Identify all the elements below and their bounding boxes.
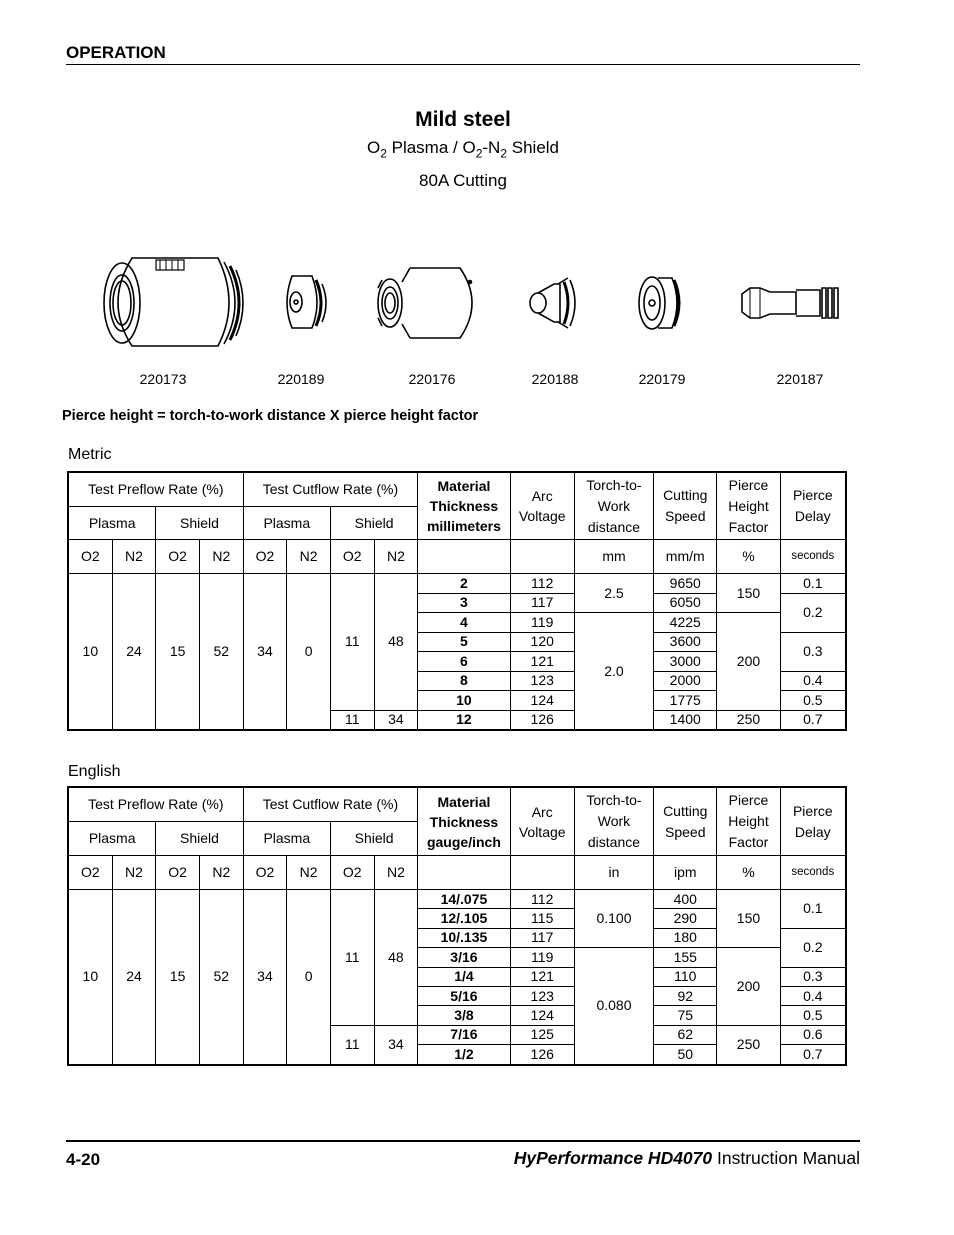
hdr-ttw2: Work xyxy=(597,813,631,829)
hdr-pierce: Pierce xyxy=(792,802,833,819)
voltage-cell: 117 xyxy=(510,593,574,613)
delay-cell: 0.3 xyxy=(780,632,845,671)
hdr-ttw2: Work xyxy=(597,497,631,514)
thickness-cell: 1/2 xyxy=(418,1045,510,1064)
gas-o2: O2 xyxy=(69,540,113,574)
thickness-cell: 3/16 xyxy=(418,948,510,967)
nozzle-drawing xyxy=(530,278,575,328)
speed-cell: 290 xyxy=(654,909,717,928)
preflow-header: Test Preflow Rate (%) xyxy=(69,473,244,507)
thickness-cell: 5 xyxy=(418,632,510,652)
flow-value: 11 xyxy=(330,710,374,730)
hdr-ttw1: Torch-to- xyxy=(586,792,642,808)
speed-cell: 1400 xyxy=(654,710,717,730)
hdr-pierce: Pierce xyxy=(728,792,769,808)
hdr-voltage: Voltage xyxy=(518,823,566,840)
gas-n2: N2 xyxy=(199,540,243,574)
delay-cell: 0.7 xyxy=(780,1045,845,1064)
pierce-height-note: Pierce height = torch-to-work distance X pierce height factor xyxy=(62,408,479,424)
speed-cell: 62 xyxy=(654,1025,717,1044)
delay-cell: 0.7 xyxy=(780,710,845,730)
thickness-cell: 4 xyxy=(418,613,510,633)
gas-n: -N xyxy=(482,138,501,157)
shield-header: Shield xyxy=(330,822,417,856)
flow-value: 11 xyxy=(330,890,374,1026)
cutflow-header: Test Cutflow Rate (%) xyxy=(243,788,418,822)
hdr-cutting: Cutting xyxy=(663,487,708,503)
unit-speed: ipm xyxy=(654,856,717,890)
voltage-cell: 121 xyxy=(510,652,574,672)
thickness-cell: 10/.135 xyxy=(418,928,510,947)
voltage-cell: 112 xyxy=(510,574,574,594)
hdr-thickness: Thickness xyxy=(429,498,499,514)
voltage-cell: 112 xyxy=(510,890,574,909)
product-name: HyPerformance HD4070 xyxy=(513,1148,713,1168)
voltage-cell: 124 xyxy=(510,691,574,711)
delay-cell: 0.4 xyxy=(780,671,845,691)
flow-value: 24 xyxy=(112,890,156,1065)
flow-value: 52 xyxy=(199,890,243,1065)
flow-value: 10 xyxy=(69,890,113,1065)
english-table xyxy=(68,787,846,1065)
gas-sub: 2 xyxy=(500,146,508,161)
phf-cell: 250 xyxy=(717,710,780,730)
pierce-delay-header xyxy=(780,788,845,856)
material-thickness-header xyxy=(418,788,510,856)
hdr-thickness: Thickness xyxy=(429,813,499,830)
unit-phf: % xyxy=(717,856,780,890)
manual-suffix: Instruction Manual xyxy=(712,1148,860,1168)
hdr-units: millimeters xyxy=(426,518,501,534)
thickness-cell: 12/.105 xyxy=(418,909,510,928)
shield-header: Shield xyxy=(156,822,243,856)
title-block xyxy=(260,106,666,194)
plasma-header: Plasma xyxy=(69,822,156,856)
unit-ttw: in xyxy=(574,856,653,890)
thickness-cell: 2 xyxy=(418,574,510,594)
thickness-cell: 8 xyxy=(418,671,510,691)
unit-delay: seconds xyxy=(780,856,845,890)
english-label: English xyxy=(68,763,121,780)
speed-cell: 50 xyxy=(654,1045,717,1064)
section-header: OPERATION xyxy=(66,43,166,62)
blank-cell xyxy=(510,540,574,574)
consumables-illustration xyxy=(60,248,894,358)
material-thickness-header xyxy=(418,473,510,540)
plasma-header: Plasma xyxy=(69,507,156,540)
gas-n2: N2 xyxy=(199,856,243,890)
hdr-delay: Delay xyxy=(794,508,831,524)
voltage-cell: 124 xyxy=(510,1006,574,1025)
speed-cell: 110 xyxy=(654,967,717,986)
hdr-delay: Delay xyxy=(794,823,831,840)
part-number: 220176 xyxy=(408,371,456,387)
speed-cell: 92 xyxy=(654,986,717,1005)
page-title: Mild steel xyxy=(415,108,511,131)
flow-value: 15 xyxy=(156,574,200,730)
flow-value: 0 xyxy=(287,890,331,1065)
phf-cell: 200 xyxy=(717,948,780,1026)
delay-cell: 0.2 xyxy=(780,593,845,632)
part-number: 220173 xyxy=(139,371,187,387)
swirl-ring-drawing xyxy=(287,276,326,328)
flow-value: 34 xyxy=(374,710,418,730)
gas-o: O xyxy=(366,138,381,157)
hdr-ttw1: Torch-to- xyxy=(586,476,642,493)
pierce-delay-header xyxy=(780,473,845,540)
unit-phf: % xyxy=(717,540,780,574)
gas-o2: O2 xyxy=(69,856,113,890)
hdr-arc: Arc xyxy=(531,803,553,820)
hdr-height: Height xyxy=(728,813,769,829)
hdr-material: Material xyxy=(437,478,491,494)
flow-value: 11 xyxy=(330,574,374,711)
hdr-ttw3: distance xyxy=(587,834,641,850)
voltage-cell: 115 xyxy=(510,909,574,928)
part-number: 220179 xyxy=(638,371,686,387)
thickness-cell: 1/4 xyxy=(418,967,510,986)
page-number: 4-20 xyxy=(66,1150,101,1169)
shield-header: Shield xyxy=(330,507,417,540)
thickness-cell: 7/16 xyxy=(418,1025,510,1044)
phf-cell: 200 xyxy=(717,613,780,711)
hdr-speed: Speed xyxy=(665,823,706,840)
plasma-header: Plasma xyxy=(243,822,330,856)
ttw-cell: 2.5 xyxy=(574,574,653,613)
amperage-subtitle: 80A Cutting xyxy=(419,171,507,191)
hdr-voltage: Voltage xyxy=(518,508,566,524)
delay-cell: 0.6 xyxy=(780,1025,845,1044)
flow-value: 48 xyxy=(374,574,418,711)
delay-cell: 0.4 xyxy=(780,986,845,1005)
footer-rule xyxy=(66,1140,860,1142)
gas-o2: O2 xyxy=(243,856,287,890)
unit-ttw: mm xyxy=(574,540,653,574)
hdr-ttw3: distance xyxy=(587,518,641,535)
gas-n2: N2 xyxy=(287,856,331,890)
gas-n2: N2 xyxy=(287,540,331,574)
delay-cell: 0.3 xyxy=(780,967,845,986)
hdr-pierce: Pierce xyxy=(792,487,833,503)
voltage-cell: 126 xyxy=(510,710,574,730)
voltage-cell: 126 xyxy=(510,1045,574,1064)
gas-shield: Shield xyxy=(507,138,560,157)
voltage-cell: 121 xyxy=(510,967,574,986)
speed-cell: 4225 xyxy=(654,613,717,633)
gas-n2: N2 xyxy=(112,856,156,890)
table-row xyxy=(69,574,846,594)
hdr-height: Height xyxy=(728,497,769,514)
thickness-cell: 12 xyxy=(418,710,510,730)
pierce-height-factor-header xyxy=(717,788,780,856)
flow-value: 48 xyxy=(374,890,418,1026)
metric-label: Metric xyxy=(68,446,112,463)
hdr-units: gauge/inch xyxy=(426,833,501,850)
voltage-cell: 119 xyxy=(510,613,574,633)
hdr-speed: Speed xyxy=(665,508,706,524)
speed-cell: 3000 xyxy=(654,652,717,672)
gas-o2: O2 xyxy=(330,856,374,890)
voltage-cell: 119 xyxy=(510,948,574,967)
flow-value: 15 xyxy=(156,890,200,1065)
thickness-cell: 3/8 xyxy=(418,1006,510,1025)
arc-voltage-header xyxy=(510,788,574,856)
ttw-cell: 2.0 xyxy=(574,613,653,730)
gas-o2: O2 xyxy=(156,856,200,890)
phf-cell: 150 xyxy=(717,890,780,948)
ttw-cell: 0.080 xyxy=(574,948,653,1064)
cutting-speed-header xyxy=(654,788,717,856)
hdr-cutting: Cutting xyxy=(663,802,708,819)
gas-o2: O2 xyxy=(156,540,200,574)
flow-value: 34 xyxy=(243,574,287,730)
flow-value: 0 xyxy=(287,574,331,730)
gas-n2: N2 xyxy=(112,540,156,574)
voltage-cell: 123 xyxy=(510,671,574,691)
voltage-cell: 123 xyxy=(510,986,574,1005)
preflow-header: Test Preflow Rate (%) xyxy=(69,788,244,822)
flow-value: 52 xyxy=(199,574,243,730)
header-rule xyxy=(66,64,860,65)
gas-sub: 2 xyxy=(475,146,483,161)
delay-cell: 0.2 xyxy=(780,928,845,967)
speed-cell: 6050 xyxy=(654,593,717,613)
gas-n2: N2 xyxy=(374,540,418,574)
swirl-ring-2-drawing xyxy=(639,277,679,329)
manual-title xyxy=(514,1148,860,1169)
blank-cell xyxy=(418,540,510,574)
hdr-material: Material xyxy=(437,793,491,810)
thickness-cell: 5/16 xyxy=(418,986,510,1005)
voltage-cell: 120 xyxy=(510,632,574,652)
blank-cell xyxy=(510,856,574,890)
gas-plasma: Plasma / O xyxy=(386,138,476,157)
phf-cell: 150 xyxy=(717,574,780,613)
metric-table xyxy=(68,472,846,730)
thickness-cell: 3 xyxy=(418,593,510,613)
part-number: 220189 xyxy=(277,371,325,387)
flow-value: 34 xyxy=(243,890,287,1065)
retaining-cap-drawing xyxy=(378,268,472,338)
unit-delay: seconds xyxy=(780,540,845,574)
speed-cell: 9650 xyxy=(654,574,717,594)
shield-header: Shield xyxy=(156,507,243,540)
delay-cell: 0.5 xyxy=(780,1006,845,1025)
unit-speed: mm/m xyxy=(654,540,717,574)
shield-cap-drawing xyxy=(104,258,243,346)
gas-o2: O2 xyxy=(330,540,374,574)
part-number: 220187 xyxy=(776,371,824,387)
flow-value: 10 xyxy=(69,574,113,730)
gas-sub: 2 xyxy=(380,146,387,161)
delay-cell: 0.1 xyxy=(780,890,845,929)
blank-cell xyxy=(418,856,510,890)
hdr-arc: Arc xyxy=(531,488,553,504)
pierce-height-factor-header xyxy=(717,473,780,540)
speed-cell: 400 xyxy=(654,890,717,909)
gas-subtitle xyxy=(260,134,666,167)
thickness-cell: 14/.075 xyxy=(418,890,510,909)
voltage-cell: 117 xyxy=(510,928,574,947)
ttw-cell: 0.100 xyxy=(574,890,653,948)
torch-to-work-header xyxy=(574,788,653,856)
delay-cell: 0.5 xyxy=(780,691,845,711)
cutting-speed-header xyxy=(654,473,717,540)
gas-n2: N2 xyxy=(374,856,418,890)
hdr-pierce: Pierce xyxy=(728,476,769,493)
hdr-factor: Factor xyxy=(728,834,769,850)
hdr-factor: Factor xyxy=(728,518,769,535)
delay-cell: 0.1 xyxy=(780,574,845,594)
thickness-cell: 10 xyxy=(418,691,510,711)
speed-cell: 180 xyxy=(654,928,717,947)
flow-value: 11 xyxy=(330,1025,374,1064)
arc-voltage-header xyxy=(510,473,574,540)
speed-cell: 75 xyxy=(654,1006,717,1025)
electrode-drawing xyxy=(742,288,838,318)
table-row xyxy=(69,890,846,909)
torch-to-work-header xyxy=(574,473,653,540)
cutflow-header: Test Cutflow Rate (%) xyxy=(243,473,418,507)
speed-cell: 3600 xyxy=(654,632,717,652)
speed-cell: 1775 xyxy=(654,691,717,711)
thickness-cell: 6 xyxy=(418,652,510,672)
flow-value: 34 xyxy=(374,1025,418,1064)
plasma-header: Plasma xyxy=(243,507,330,540)
flow-value: 24 xyxy=(112,574,156,730)
phf-cell: 250 xyxy=(717,1025,780,1064)
speed-cell: 155 xyxy=(654,948,717,967)
gas-o2: O2 xyxy=(243,540,287,574)
voltage-cell: 125 xyxy=(510,1025,574,1044)
speed-cell: 2000 xyxy=(654,671,717,691)
part-number: 220188 xyxy=(531,371,579,387)
